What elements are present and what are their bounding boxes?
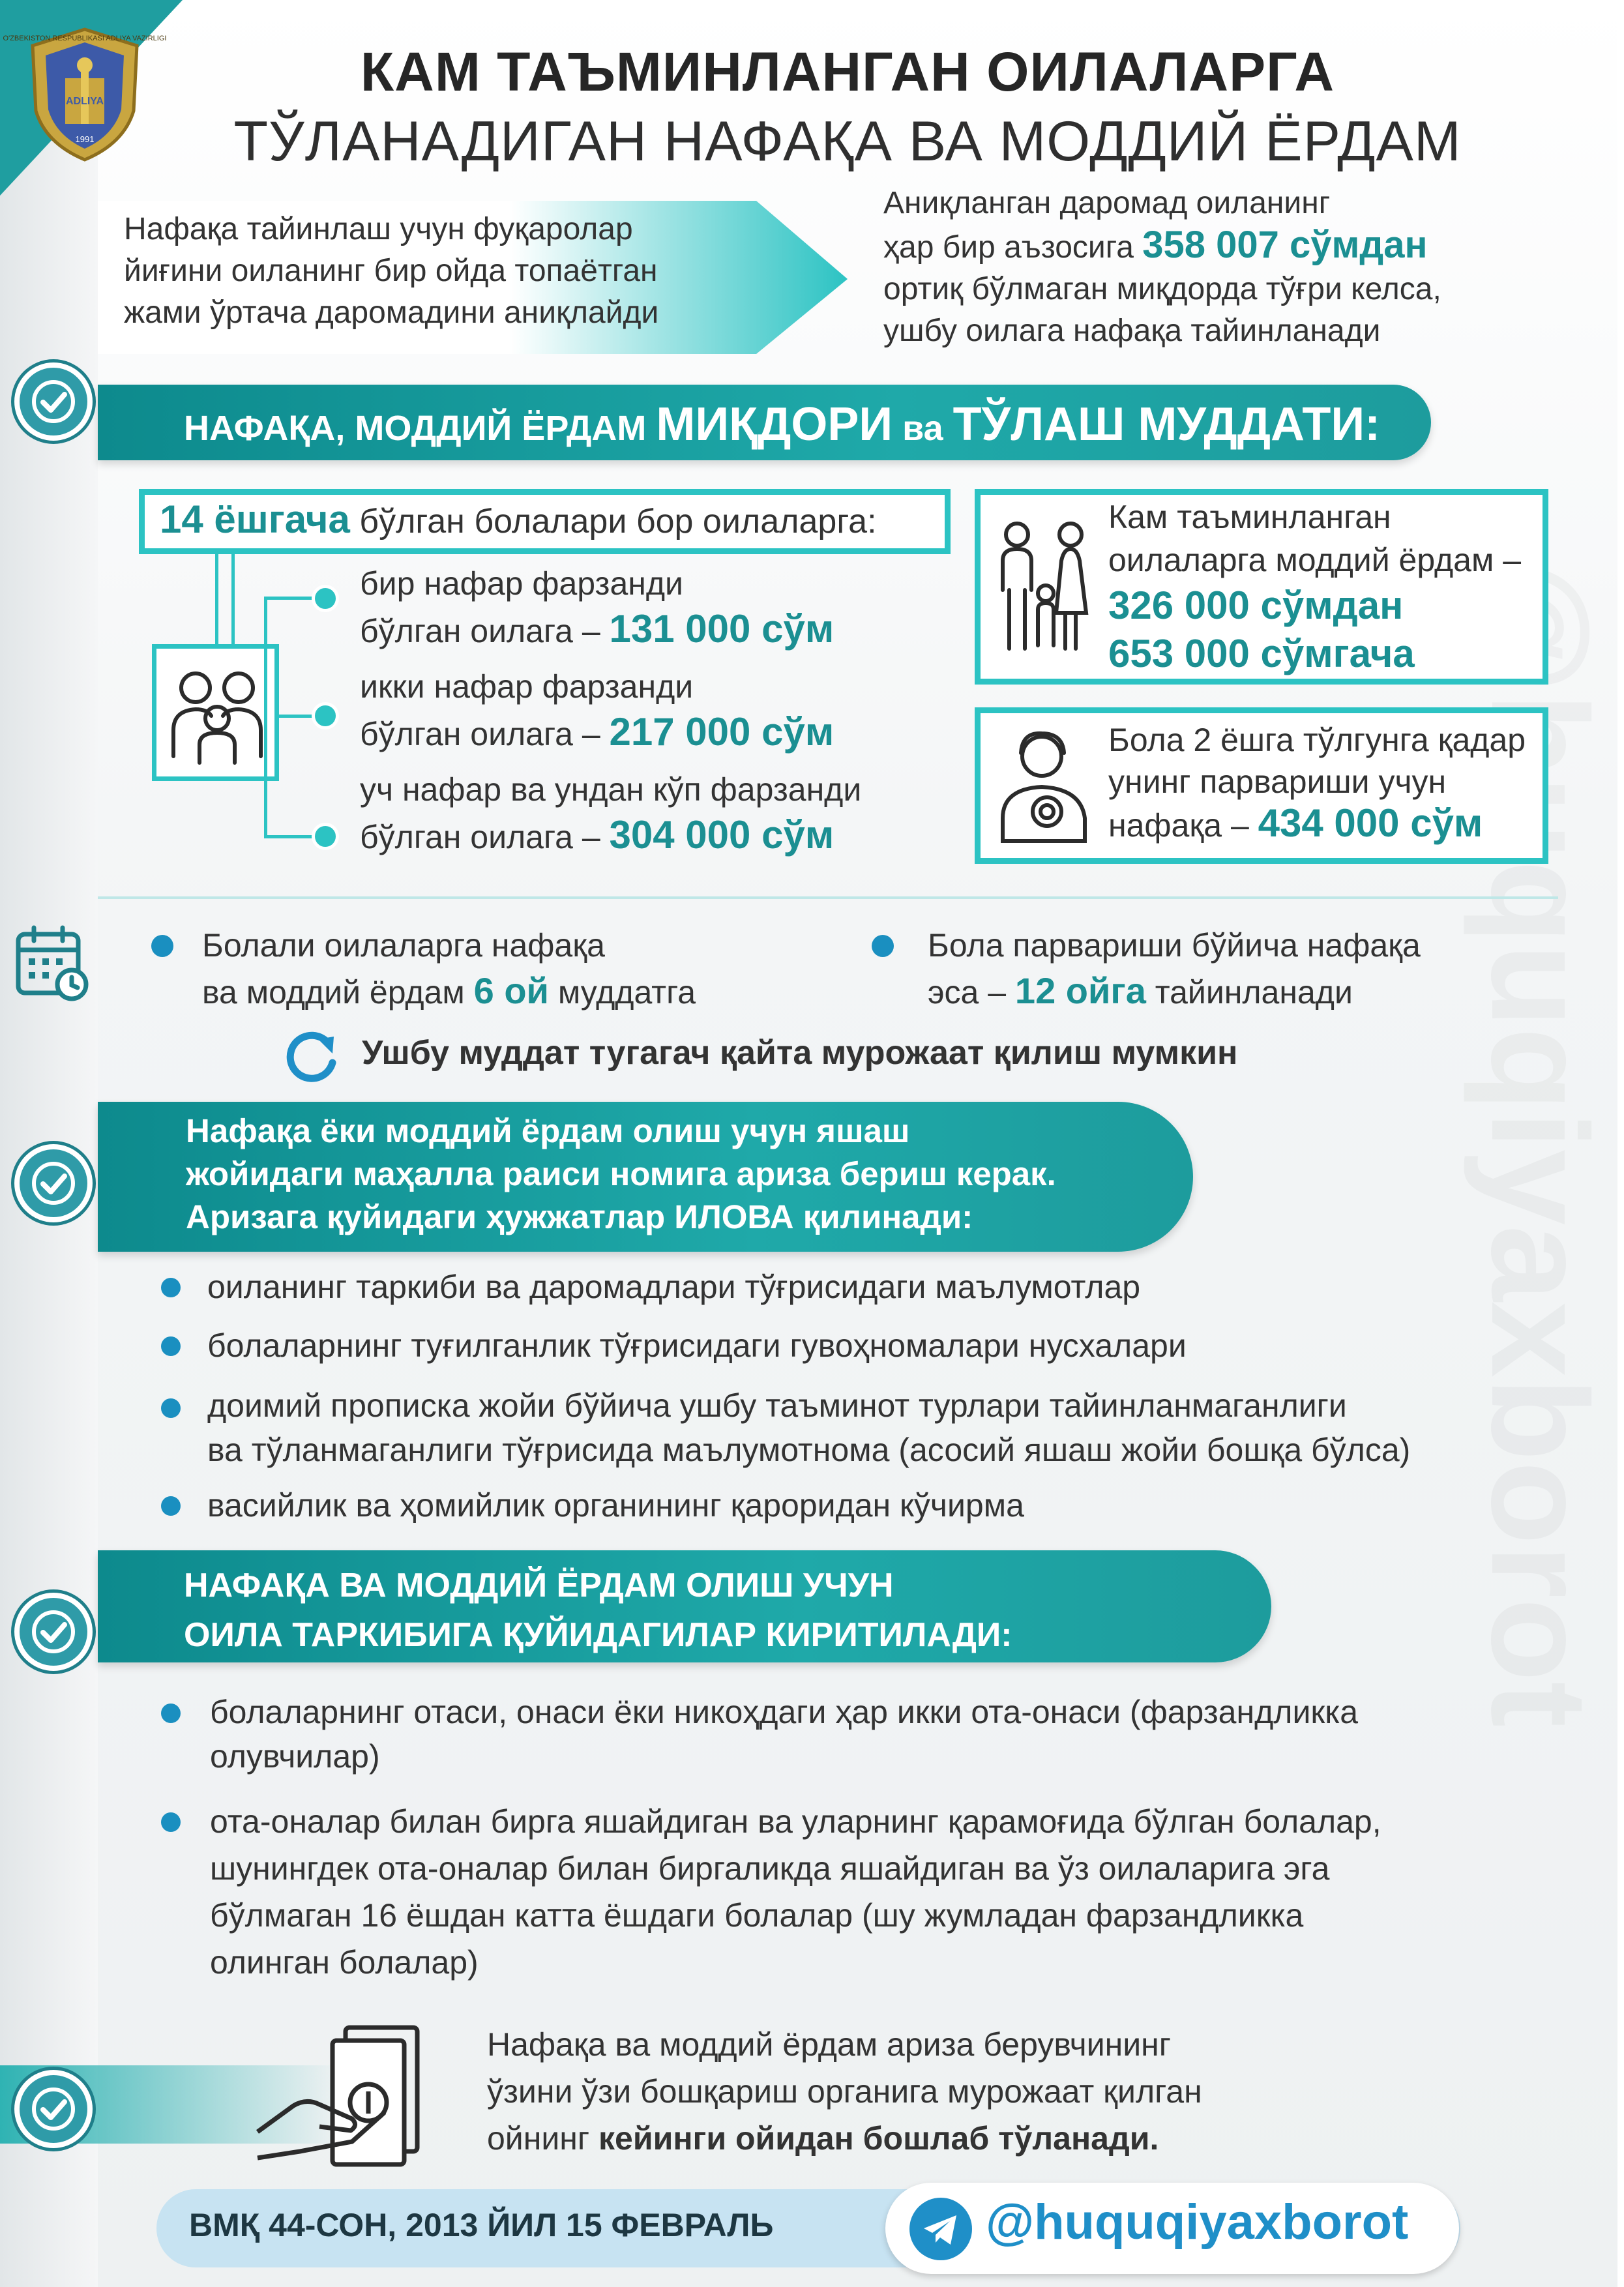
list-item (207, 1483, 1024, 1527)
telegram-handle-link[interactable]: @huquqiyaxborot (986, 2194, 1409, 2250)
checkmark-icon (14, 2070, 93, 2148)
list-item-line: васийлик ва ҳомийлик органининг қароридан кўчирма (207, 1487, 1024, 1524)
intro-right-text (883, 183, 1535, 352)
tier-line: уч нафар ва ундан кўп фарзанди (360, 771, 862, 808)
child-care-text (1108, 719, 1526, 846)
payment-start-line (487, 2115, 1202, 2162)
list-item-line: оиланинг таркиби ва даромадлари тўғрисидаги маълумотлар (207, 1269, 1141, 1305)
banner-part: НАФАҚА, МОДДИЙ ЁРДАМ (184, 409, 657, 448)
intro-left-line: жами ўртача даромадини аниқлайди (124, 295, 659, 330)
intro-right-line-pre: ҳар бир аъзосига (883, 230, 1143, 265)
term-line-post: муддатга (548, 974, 696, 1011)
tier-amount: 131 000 сўм (609, 607, 834, 651)
logo-year-text: 1991 (75, 134, 95, 144)
intro-right-line: Аниқланган даромад оиланинг (883, 186, 1331, 220)
list-bullet (161, 1812, 181, 1832)
intro-left-text (124, 209, 776, 334)
term-line: Болали оилаларга нафақа (202, 927, 605, 964)
checkmark-icon (14, 362, 93, 441)
list-item-line: болаларнинг отаси, онаси ёки никоҳдаги ҳар икки ота-онаси (фарзандликка (210, 1694, 1359, 1730)
tier-dot (312, 823, 339, 850)
term-left-text (202, 922, 696, 1015)
material-aid-line: оилаларга моддий ёрдам – (1108, 542, 1522, 578)
section2-banner-text (186, 1110, 1056, 1239)
term-duration: 12 ойга (1014, 970, 1146, 1011)
term-line (928, 968, 1421, 1015)
section3-banner-text (184, 1561, 1012, 1660)
list-bullet (161, 1704, 181, 1723)
term-line-pre: эса – (928, 974, 1015, 1011)
tier-dot (312, 585, 339, 612)
child-care-line-pre: нафақа – (1108, 807, 1258, 844)
section3-banner (98, 1550, 1271, 1662)
list-bullet (161, 1336, 181, 1356)
child-care-line: унинг парвариши учун (1108, 763, 1447, 800)
list-item (210, 1798, 1381, 1986)
term-line-post: тайинланади (1145, 974, 1353, 1011)
tier-line-pre: бўлган оилага – (360, 716, 610, 752)
tier-line (360, 709, 834, 757)
term-right-text (928, 922, 1421, 1015)
tier-item (360, 561, 834, 654)
calendar-clock-icon (13, 922, 91, 1004)
checkmark-icon (14, 1144, 93, 1222)
material-aid-line: Кам таъминланган (1108, 499, 1391, 535)
tier-dot (312, 702, 339, 730)
page-title-line1: КАМ ТАЪМИНЛАНГАН ОИЛАЛАРГА (360, 41, 1335, 102)
list-item (207, 1323, 1187, 1368)
list-item-line: олувчилар) (210, 1738, 380, 1775)
banner-line: НАФАҚА ВА МОДДИЙ ЁРДАМ ОЛИШ УЧУН (184, 1567, 894, 1604)
tier-line-pre: бўлган оилага – (360, 613, 610, 649)
family-icon (162, 658, 273, 769)
list-item-line: ота-оналар билан бирга яшайдиган ва уларнинг қарамоғида бўлган болалар, (210, 1803, 1381, 1840)
term-bullet (872, 935, 894, 957)
list-item (207, 1265, 1140, 1309)
age-limit: 14 ёшгача (160, 497, 350, 541)
term-bullet (151, 935, 173, 957)
intro-right-line: ушбу оилага нафақа тайинланади (883, 314, 1381, 348)
decree-reference: ВМҚ 44-СОН, 2013 ЙИЛ 15 ФЕВРАЛЬ (189, 2207, 774, 2243)
banner-line: Аризага қуйидаги ҳужжатлар ИЛОВА қилинади: (186, 1198, 973, 1235)
child-care-amount: 434 000 сўм (1258, 801, 1483, 845)
tier-line: бир нафар фарзанди (360, 565, 683, 602)
income-threshold-amount: 358 007 сўмдан (1142, 224, 1428, 266)
intro-right-line: ортиқ бўлмаган миқдорда тўғри келса, (883, 272, 1441, 306)
list-item-line: болаларнинг туғилганлик тўғрисидаги гувоҳномалари нусхалари (207, 1327, 1187, 1364)
tier-line-pre: бўлган оилага – (360, 819, 610, 855)
checkmark-icon (14, 1593, 93, 1671)
list-bullet (161, 1496, 181, 1516)
child-care-line: Бола 2 ёшга тўлгунга қадар (1108, 722, 1526, 758)
kids-header-text (160, 497, 877, 544)
term-line-pre: ва моддий ёрдам (202, 974, 474, 1011)
term-line (202, 968, 696, 1015)
connector-line (215, 551, 218, 649)
intro-left-line: Нафақа тайинлаш учун фуқаролар (124, 212, 633, 246)
payment-start-bold: кейинги ойидан бошлаб тўланади. (598, 2120, 1159, 2157)
connector-line (264, 597, 267, 838)
payment-start-line: Нафақа ва моддий ёрдам ариза берувчининг (487, 2026, 1172, 2063)
connector-line (231, 551, 235, 649)
banner-line: жойидаги маҳалла раиси номига ариза бериш керак. (186, 1155, 1056, 1192)
section1-banner (98, 385, 1431, 460)
left-decorative-bar (0, 0, 98, 2287)
child-care-line (1108, 803, 1526, 846)
list-item (210, 1690, 1358, 1778)
payment-start-line: ўзини ўзи бошқариш органига мурожаат қилган (487, 2073, 1202, 2110)
tier-line (360, 812, 861, 860)
logo-top-text: O'ZBEKISTON RESPUBLIKASI ADLIYA VAZIRLIGI (3, 35, 167, 42)
list-item-line: шунингдек ота-оналар билан биргаликда яшайдиган ва ўз оилаларига эга (210, 1850, 1330, 1887)
list-bullet (161, 1398, 181, 1418)
payment-start-text (487, 2021, 1202, 2162)
term-duration: 6 ой (473, 970, 549, 1011)
list-item-line: бўлмаган 16 ёшдан катта ёшдаги болалар (шу жумладан фарзандликка (210, 1897, 1304, 1934)
telegram-icon[interactable] (909, 2198, 972, 2260)
ministry-of-justice-emblem-icon (3, 26, 167, 163)
section-divider (98, 896, 1558, 899)
tier-line (360, 606, 834, 654)
material-aid-amount-max: 653 000 сўмгача (1108, 632, 1415, 675)
tier-amount: 304 000 сўм (609, 813, 834, 857)
list-item-line: олинган болалар) (210, 1944, 479, 1981)
list-bullet (161, 1278, 181, 1297)
material-aid-amount-min: 326 000 сўмдан (1108, 583, 1404, 627)
mother-child-icon (996, 727, 1094, 844)
page-title-line2: ТЎЛАНАДИГАН НАФАҚА ВА МОДДИЙ ЁРДАМ (233, 110, 1462, 173)
tier-line: икки нафар фарзанди (360, 668, 694, 705)
banner-part: ва (893, 409, 953, 448)
intro-right-line (883, 224, 1535, 269)
list-item (207, 1383, 1410, 1472)
banner-line: Нафақа ёки моддий ёрдам олиш учун яшаш (186, 1112, 910, 1149)
family-standing-icon (991, 515, 1102, 658)
kids-header-rest: бўлган болалари бор оилаларга: (349, 503, 877, 540)
tier-item (360, 664, 834, 757)
payment-start-pre: ойнинг (487, 2120, 599, 2157)
term-line: Бола парвариши бўйича нафақа (928, 927, 1421, 964)
section1-banner-text (184, 398, 1380, 451)
banner-part-large: ТЎЛАШ МУДДАТИ: (952, 398, 1381, 450)
banner-line: ОИЛА ТАРКИБИГА ҚУЙИДАГИЛАР КИРИТИЛАДИ: (184, 1616, 1012, 1654)
intro-left-line: йиғини оиланинг бир ойда топаётган (124, 254, 658, 288)
logo-mid-text: ADLIYA (65, 96, 104, 107)
banner-part-large: МИҚДОРИ (656, 398, 893, 450)
renewal-note: Ушбу муддат тугагач қайта мурожаат қилиш мумкин (362, 1034, 1238, 1072)
money-hand-icon (254, 2021, 430, 2171)
tier-amount: 217 000 сўм (609, 710, 834, 754)
list-item-line: доимий прописка жойи бўйича ушбу таъминот турлари тайинланмаганлиги (207, 1387, 1347, 1424)
refresh-icon (280, 1025, 342, 1087)
list-item-line: ва тўланмаганлиги тўғрисида маълумотнома (асосий яшаш жойи бошқа бўлса) (207, 1432, 1411, 1468)
tier-item (360, 767, 861, 860)
material-aid-text (1108, 495, 1521, 678)
section2-banner (98, 1102, 1193, 1252)
